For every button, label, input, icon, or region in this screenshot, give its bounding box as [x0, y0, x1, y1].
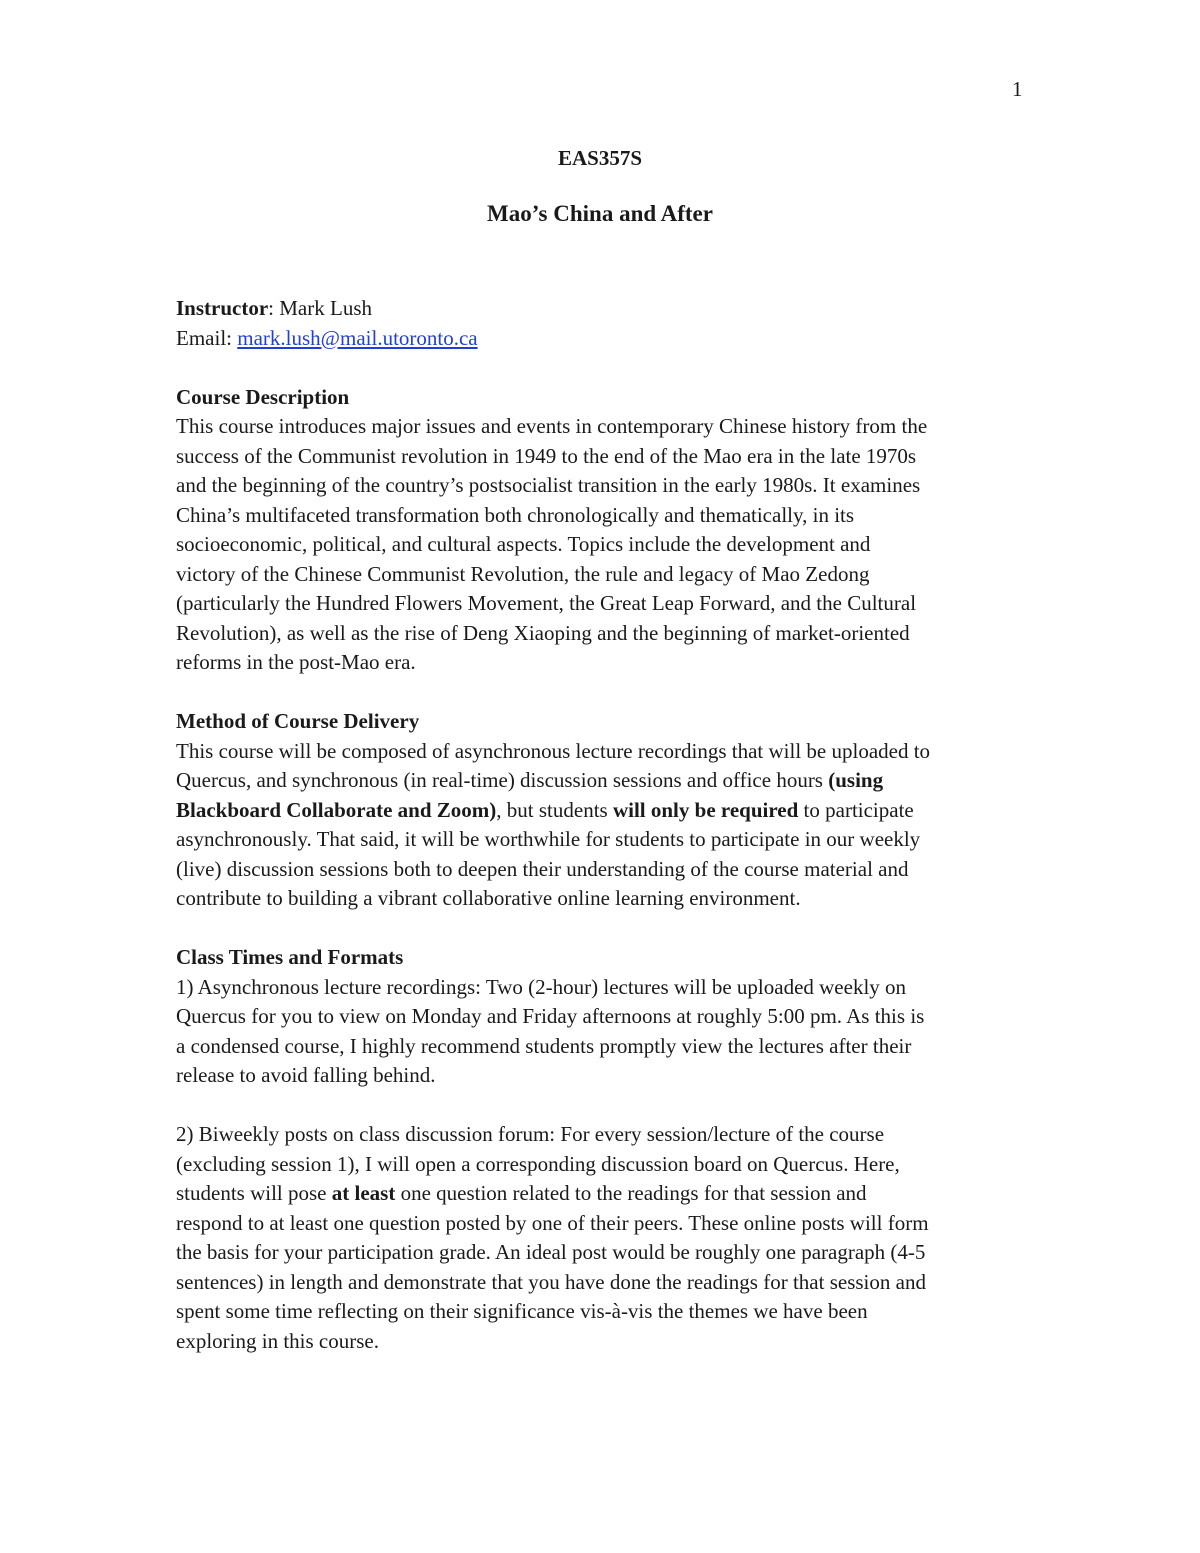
paragraph-line: This course will be composed of asynchronous lecture recordings that will be uploaded to: [176, 738, 931, 763]
syllabus-body: [176, 294, 1036, 1356]
paragraph-line: This course introduces major issues and events in contemporary Chinese history from the: [176, 414, 928, 438]
paragraph-line: Revolution), as well as the rise of Deng Xiaoping and the beginning of market-oriented: [176, 620, 910, 645]
paragraph-line: socioeconomic, political, and cultural aspects. Topics include the development and: [176, 532, 871, 556]
instructor-label: Instructor: [176, 296, 269, 320]
paragraph-line: reforms in the post-Mao era.: [176, 650, 416, 674]
paragraph-line: 2) Biweekly posts on class discussion forum: For every session/lecture of the course: [176, 1122, 885, 1146]
text-run: to participate: [798, 797, 914, 822]
spacer: [176, 678, 1036, 708]
paragraph-line: asynchronously. That said, it will be worthwhile for students to participate in our weekly: [176, 827, 921, 851]
bold-run: will only be required: [612, 797, 799, 822]
class-times-heading: Class Times and Formats: [176, 945, 404, 969]
bold-run: (using: [828, 768, 884, 792]
class-times-item-1: [176, 973, 1036, 1091]
paragraph-line: success of the Communist revolution in 1949 to the end of the Mao era in the late 1970s: [176, 443, 917, 468]
paragraph-line: and the beginning of the country’s postsocialist transition in the early 1980s. It examines: [176, 473, 921, 497]
email-label: Email:: [176, 325, 238, 350]
spacer: [176, 914, 1036, 944]
method-of-delivery-text: [176, 737, 1036, 914]
text-run: one question related to the readings for that session and: [395, 1181, 867, 1205]
course-code: EAS357S: [557, 146, 643, 170]
page-number: 1: [1012, 77, 1023, 101]
course-description-text: [176, 412, 1036, 678]
instructor-name: Mark Lush: [279, 296, 372, 320]
text-run: students will pose: [176, 1181, 332, 1205]
paragraph-line: 1) Asynchronous lecture recordings: Two (2-hour) lectures will be uploaded weekly on: [176, 974, 907, 999]
paragraph-line: (live) discussion sessions both to deepen their understanding of the course material and: [176, 856, 909, 881]
instructor-line: [176, 294, 1036, 324]
course-title: Mao’s China and After: [487, 201, 713, 226]
paragraph-line: [176, 796, 1036, 826]
paragraph-line: spent some time reflecting on their significance vis-à-vis the themes we have been: [176, 1299, 868, 1323]
email-line: [176, 324, 1036, 354]
class-times-item-2: [176, 1120, 1036, 1356]
paragraph-line: a condensed course, I highly recommend students promptly view the lectures after their: [176, 1033, 912, 1058]
paragraph-line: [176, 766, 1036, 796]
text-run: , but students: [496, 797, 613, 822]
paragraph-line: release to avoid falling behind.: [176, 1063, 436, 1087]
paragraph-line: [176, 1179, 1036, 1209]
bold-run: Blackboard Collaborate and Zoom): [176, 797, 497, 822]
paragraph-line: (particularly the Hundred Flowers Movement, the Great Leap Forward, and the Cultural: [176, 591, 917, 615]
instructor-separator: :: [268, 296, 280, 320]
spacer: [176, 1091, 1036, 1121]
paragraph-line: the basis for your participation grade. An ideal post would be roughly one paragraph (4-5: [176, 1240, 926, 1264]
paragraph-line: respond to at least one question posted by one of their peers. These online posts will form: [176, 1210, 929, 1235]
bold-run: at least: [331, 1181, 396, 1205]
paragraph-line: (excluding session 1), I will open a corresponding discussion board on Quercus. Here,: [176, 1151, 900, 1176]
paragraph-line: China’s multifaceted transformation both chronologically and thematically, in its: [176, 502, 855, 527]
method-of-delivery-heading: Method of Course Delivery: [176, 709, 420, 733]
paragraph-line: Quercus for you to view on Monday and Friday afternoons at roughly 5:00 pm. As this is: [176, 1004, 925, 1028]
paragraph-line: victory of the Chinese Communist Revolution, the rule and legacy of Mao Zedong: [176, 561, 870, 586]
text-run: Quercus, and synchronous (in real-time) discussion sessions and office hours: [176, 768, 829, 792]
paragraph-line: sentences) in length and demonstrate that you have done the readings for that session and: [176, 1269, 926, 1294]
paragraph-line: contribute to building a vibrant collaborative online learning environment.: [176, 886, 801, 910]
spacer: [176, 353, 1036, 383]
paragraph-line: exploring in this course.: [176, 1328, 379, 1353]
email-link[interactable]: mark.lush@mail.utoronto.ca: [237, 325, 478, 350]
course-description-heading: Course Description: [176, 384, 350, 409]
